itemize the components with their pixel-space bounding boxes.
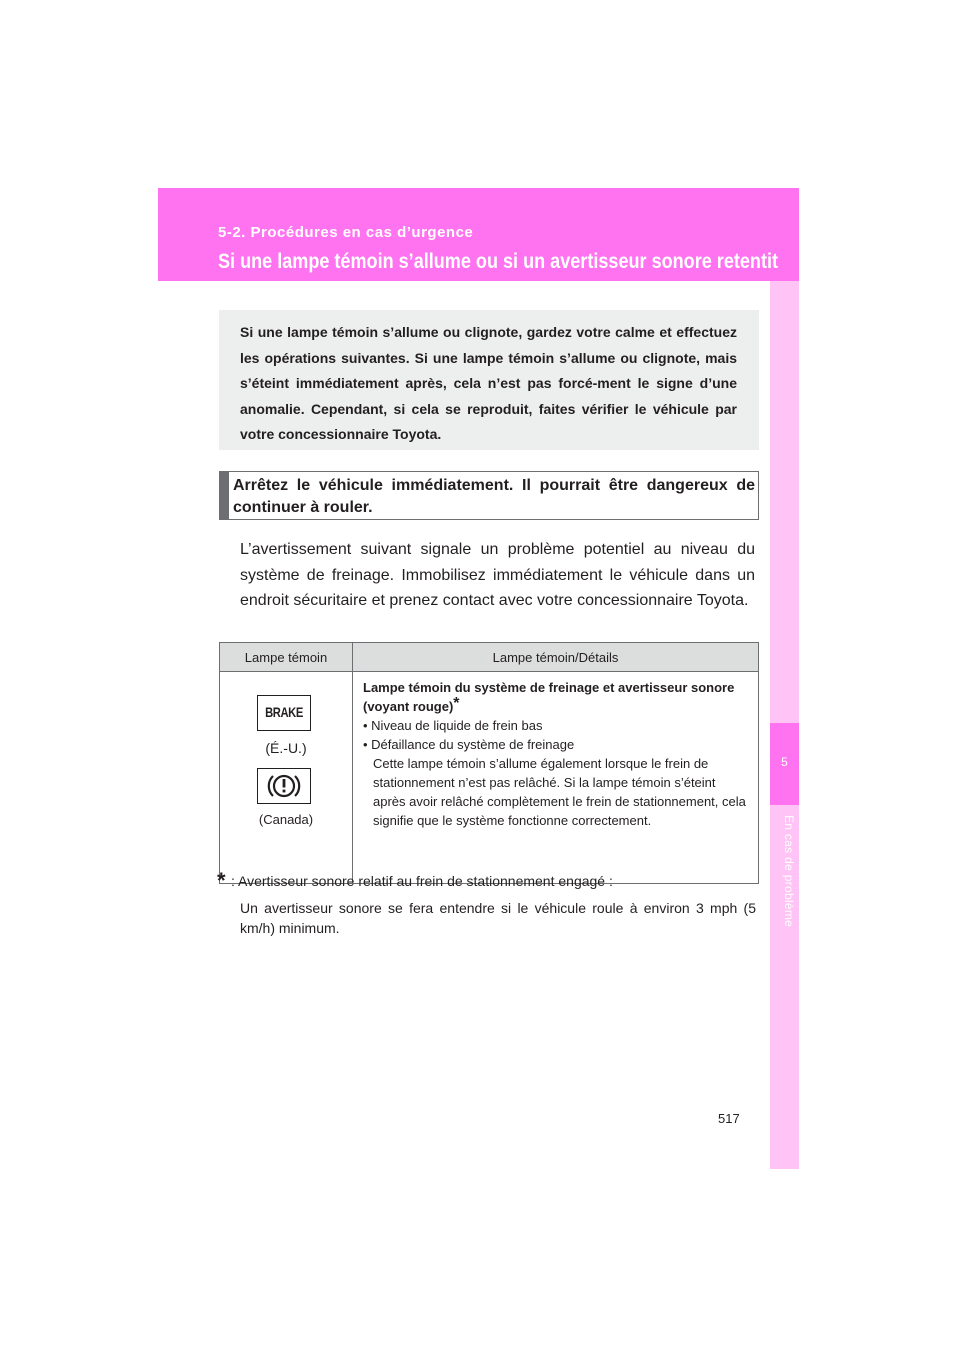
details-cell [353, 672, 759, 884]
intro-text: Si une lampe témoin s’allume ou clignote, gardez votre calme et effectuez les opérations suivantes. Si une lampe témoin s’allume ou clignote, mais s’éteint immédiatement après, cela n’est pas forcé-ment le signe d’une anomalie. Cependant, si cela se reproduit, faites vérifier le véhicule par votre concessionnaire Toyota. [240, 324, 737, 442]
warning-lamp-table [219, 642, 759, 884]
brake-circle-exclamation-icon [257, 768, 311, 804]
details-note: Cette lampe témoin s’allume également lorsque le frein de stationnement n’est pas relâché. Si la lampe témoin s’éteint après avoir relâché complètement le frein de stationnement, cela signifie que le système fonctionne correctement. [373, 756, 746, 828]
footnote-heading: : Avertisseur sonore relatif au frein de stationnement engagé : [231, 873, 613, 889]
details-title [363, 678, 748, 716]
page-number: 517 [718, 1111, 740, 1126]
region-canada-label: (Canada) [258, 812, 314, 827]
brake-icon-label: BRAKE [265, 704, 303, 720]
details-title-mark: * [453, 694, 460, 712]
table-row [220, 672, 759, 884]
page-title: Si une lampe témoin s’allume ou si un avertisseur sonore retentit [218, 250, 779, 273]
details-title-text: Lampe témoin du système de freinage et avertisseur sonore (voyant rouge) [363, 680, 735, 714]
chapter-label: En cas de problème [782, 815, 796, 928]
chapter-number: 5 [781, 755, 788, 769]
footnote-body: Un avertisseur sonore se fera entendre si le véhicule roule à environ 3 mph (5 km/h) minimum. [240, 900, 756, 936]
table-header-details: Lampe témoin/Détails [353, 643, 759, 672]
section-label: 5-2. Procédures en cas d’urgence [218, 224, 474, 241]
brake-warning-icon [257, 695, 311, 731]
body-paragraph: L’avertissement suivant signale un problème potentiel au niveau du système de freinage. Immobilisez immédiatement le véhicule dans un endroit sécuritaire et prenez contact avec votre concessionnaire Toyota. [240, 541, 755, 609]
warning-text: Arrêtez le véhicule immédiatement. Il pourrait être dangereux de continuer à rouler. [233, 477, 755, 516]
table-header-lamp: Lampe témoin [220, 643, 353, 672]
footnote-mark: * [217, 868, 226, 893]
details-item: • Défaillance du système de freinage [363, 737, 575, 752]
warning-bar [220, 472, 229, 519]
region-us-label: (É.-U.) [265, 740, 307, 756]
lamp-cell [220, 672, 353, 884]
details-item: • Niveau de liquide de frein bas [363, 718, 543, 733]
table-header-row [220, 643, 759, 672]
